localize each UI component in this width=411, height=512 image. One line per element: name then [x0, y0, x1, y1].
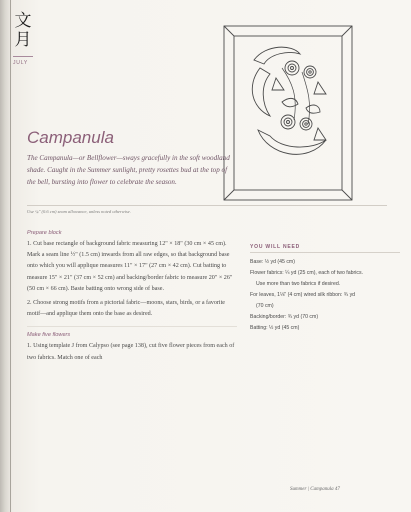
quilt-flower [285, 61, 299, 75]
chapter-char: 月 [14, 30, 32, 50]
gutter-line [10, 0, 11, 512]
instructions-column [27, 230, 237, 364]
materials-heading: YOU WILL NEED [250, 244, 301, 250]
material-item: Base: ½ yd (45 cm) [250, 259, 295, 265]
material-item: Backing/border: ¾ yd (70 cm) [250, 314, 319, 320]
note-divider [27, 205, 387, 206]
page-title: Campanula [27, 128, 114, 147]
quilt-corner-line [342, 190, 352, 200]
quilt-bell [314, 82, 326, 94]
flowers-heading: Make five flowers [27, 326, 237, 338]
material-item: Flower fabrics: ¼ yd (25 cm), each of two fabrics. [250, 270, 364, 276]
month-label: JULY [13, 60, 29, 66]
page-footer: Summer | Campanula 47 [290, 487, 340, 492]
chapter-char: 文 [14, 11, 32, 31]
material-item: Use more than two fabrics if desired. [256, 281, 341, 287]
materials-divider [250, 252, 400, 253]
quilt-crescent-mid [252, 68, 270, 116]
quilt-leaf [306, 105, 320, 113]
materials-column [250, 244, 400, 334]
month-divider [13, 56, 33, 57]
quilt-diagram [222, 24, 354, 202]
quilt-flower [281, 115, 295, 129]
seam-note: Use ¼" (0.6 cm) seam allowance, unless noted otherwise. [27, 209, 131, 214]
quilt-corner-line [224, 190, 234, 200]
quilt-corner-line [342, 26, 352, 36]
quilt-leaf [282, 98, 298, 106]
chapter-characters [12, 12, 34, 50]
flowers-step: 1. Using template J from Calypso (see page 138), cut five flower pieces from each of two fabrics. Match one of each [27, 343, 235, 361]
intro-text: The Campanula—or Bellflower—sways gracefully in the soft woodland shade. Caught in the Summer sunlight, pretty rosettes bud at the top of the bell, bursting into flower to celebrate the season. [27, 154, 230, 186]
quilt-bell [314, 128, 326, 140]
quilt-inner-border [234, 36, 342, 190]
quilt-bell [272, 78, 284, 90]
prepare-heading: Prepare block [27, 230, 62, 236]
prepare-step: 2. Choose strong motifs from a pictorial fabric—moons, stars, birds, or a favorite motif—and applique them onto the base as desired. [27, 300, 226, 318]
quilt-flower [300, 118, 312, 130]
prepare-step: 1. Cut base rectangle of background fabric measuring 12" × 18" (30 cm × 45 cm). Mark a seam line ½" (1.5 cm) inwards from all raw edges, so that background base onto which you will applique measures 11" × 17" (27 cm × 42 cm). Cut batting to measure 15" × 21" (37 cm × 52 cm) and backing/border fabric to measure 20" × 26" (50 cm × 66 cm). Baste batting onto wrong side of base. [27, 241, 233, 292]
quilt-corner-line [224, 26, 234, 36]
material-item: Batting: ½ yd (45 cm) [250, 325, 300, 331]
material-item: (70 cm) [256, 303, 274, 309]
quilt-flower [304, 66, 316, 78]
material-item: For leaves, 1⅛" (4 cm) wired silk ribbon: ¾ yd [250, 292, 356, 298]
